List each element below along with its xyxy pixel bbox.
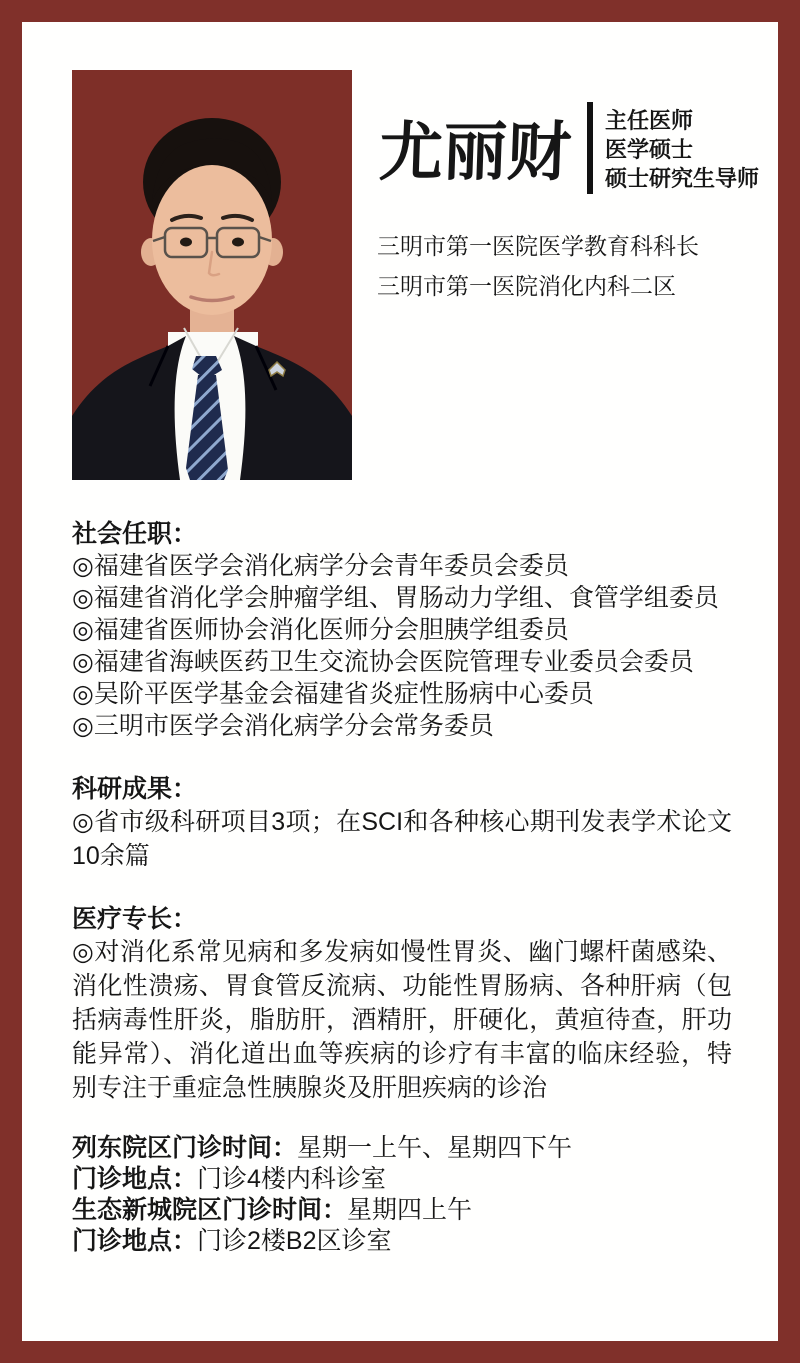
divider-bar [587,102,593,194]
list-item: ◎吴阶平医学基金会福建省炎症性肠病中心委员 [72,680,594,708]
section-heading: 科研成果： [72,775,198,803]
position-line: 三明市第一医院消化内科二区 [377,273,676,299]
credential-list [605,106,759,193]
clinic-value: 门诊4楼内科诊室 [197,1165,386,1193]
list-item: ◎福建省医学会消化病学分会青年委员会委员 [72,552,569,580]
credential: 主任医师 [605,108,694,133]
clinic-line [72,1164,752,1195]
section-body: ◎对消化系常见病和多发病如慢性胃炎、幽门螺杆菌感染、消化性溃疡、胃食管反流病、功能性胃肠病、各种肝病（包括病毒性肝炎，脂肪肝，酒精肝，肝硬化，黄疸待查，肝功能异常）、消化道出血等疾病的诊疗有丰富的临床经验，特别专注于重症急性胰腺炎及肝胆疾病的诊治 [72,938,732,1102]
clinic-line [72,1226,752,1257]
clinic-label: 生态新城院区门诊时间： [72,1196,348,1224]
clinic-label: 列东院区门诊时间： [72,1134,298,1162]
list-item: ◎福建省医师协会消化医师分会胆胰学组委员 [72,616,569,644]
position-line: 三明市第一医院医学教育科科长 [377,233,699,259]
clinic-label: 门诊地点： [72,1227,198,1255]
clinic-value: 门诊2楼B2区诊室 [197,1227,392,1255]
section-research-achievements [72,773,732,873]
list-item: ◎三明市医学会消化病学分会常务委员 [72,712,494,740]
face [152,165,272,315]
doctor-portrait-photo [72,70,352,480]
clinic-line [72,1133,752,1164]
section-heading: 社会任职： [72,520,198,548]
hospital-positions [377,226,699,306]
clinic-line [72,1195,752,1226]
list-item: ◎福建省海峡医药卫生交流协会医院管理专业委员会委员 [72,648,694,676]
list-item: ◎福建省消化学会肿瘤学组、胃肠动力学组、食管学组委员 [72,584,719,612]
section-social-appointments [72,518,732,742]
clinic-value: 星期一上午、星期四下午 [297,1134,573,1162]
section-heading: 医疗专长： [72,905,198,933]
credential: 硕士研究生导师 [605,166,760,191]
clinic-schedule [72,1133,752,1257]
section-medical-specialty [72,903,732,1105]
doctor-name: 尤丽财 [377,115,573,190]
clinic-value: 星期四上午 [347,1196,473,1224]
credential: 医学硕士 [605,137,694,162]
clinic-label: 门诊地点： [72,1165,198,1193]
section-body: ◎省市级科研项目3项；在SCI和各种核心期刊发表学术论文10余篇 [72,808,732,870]
